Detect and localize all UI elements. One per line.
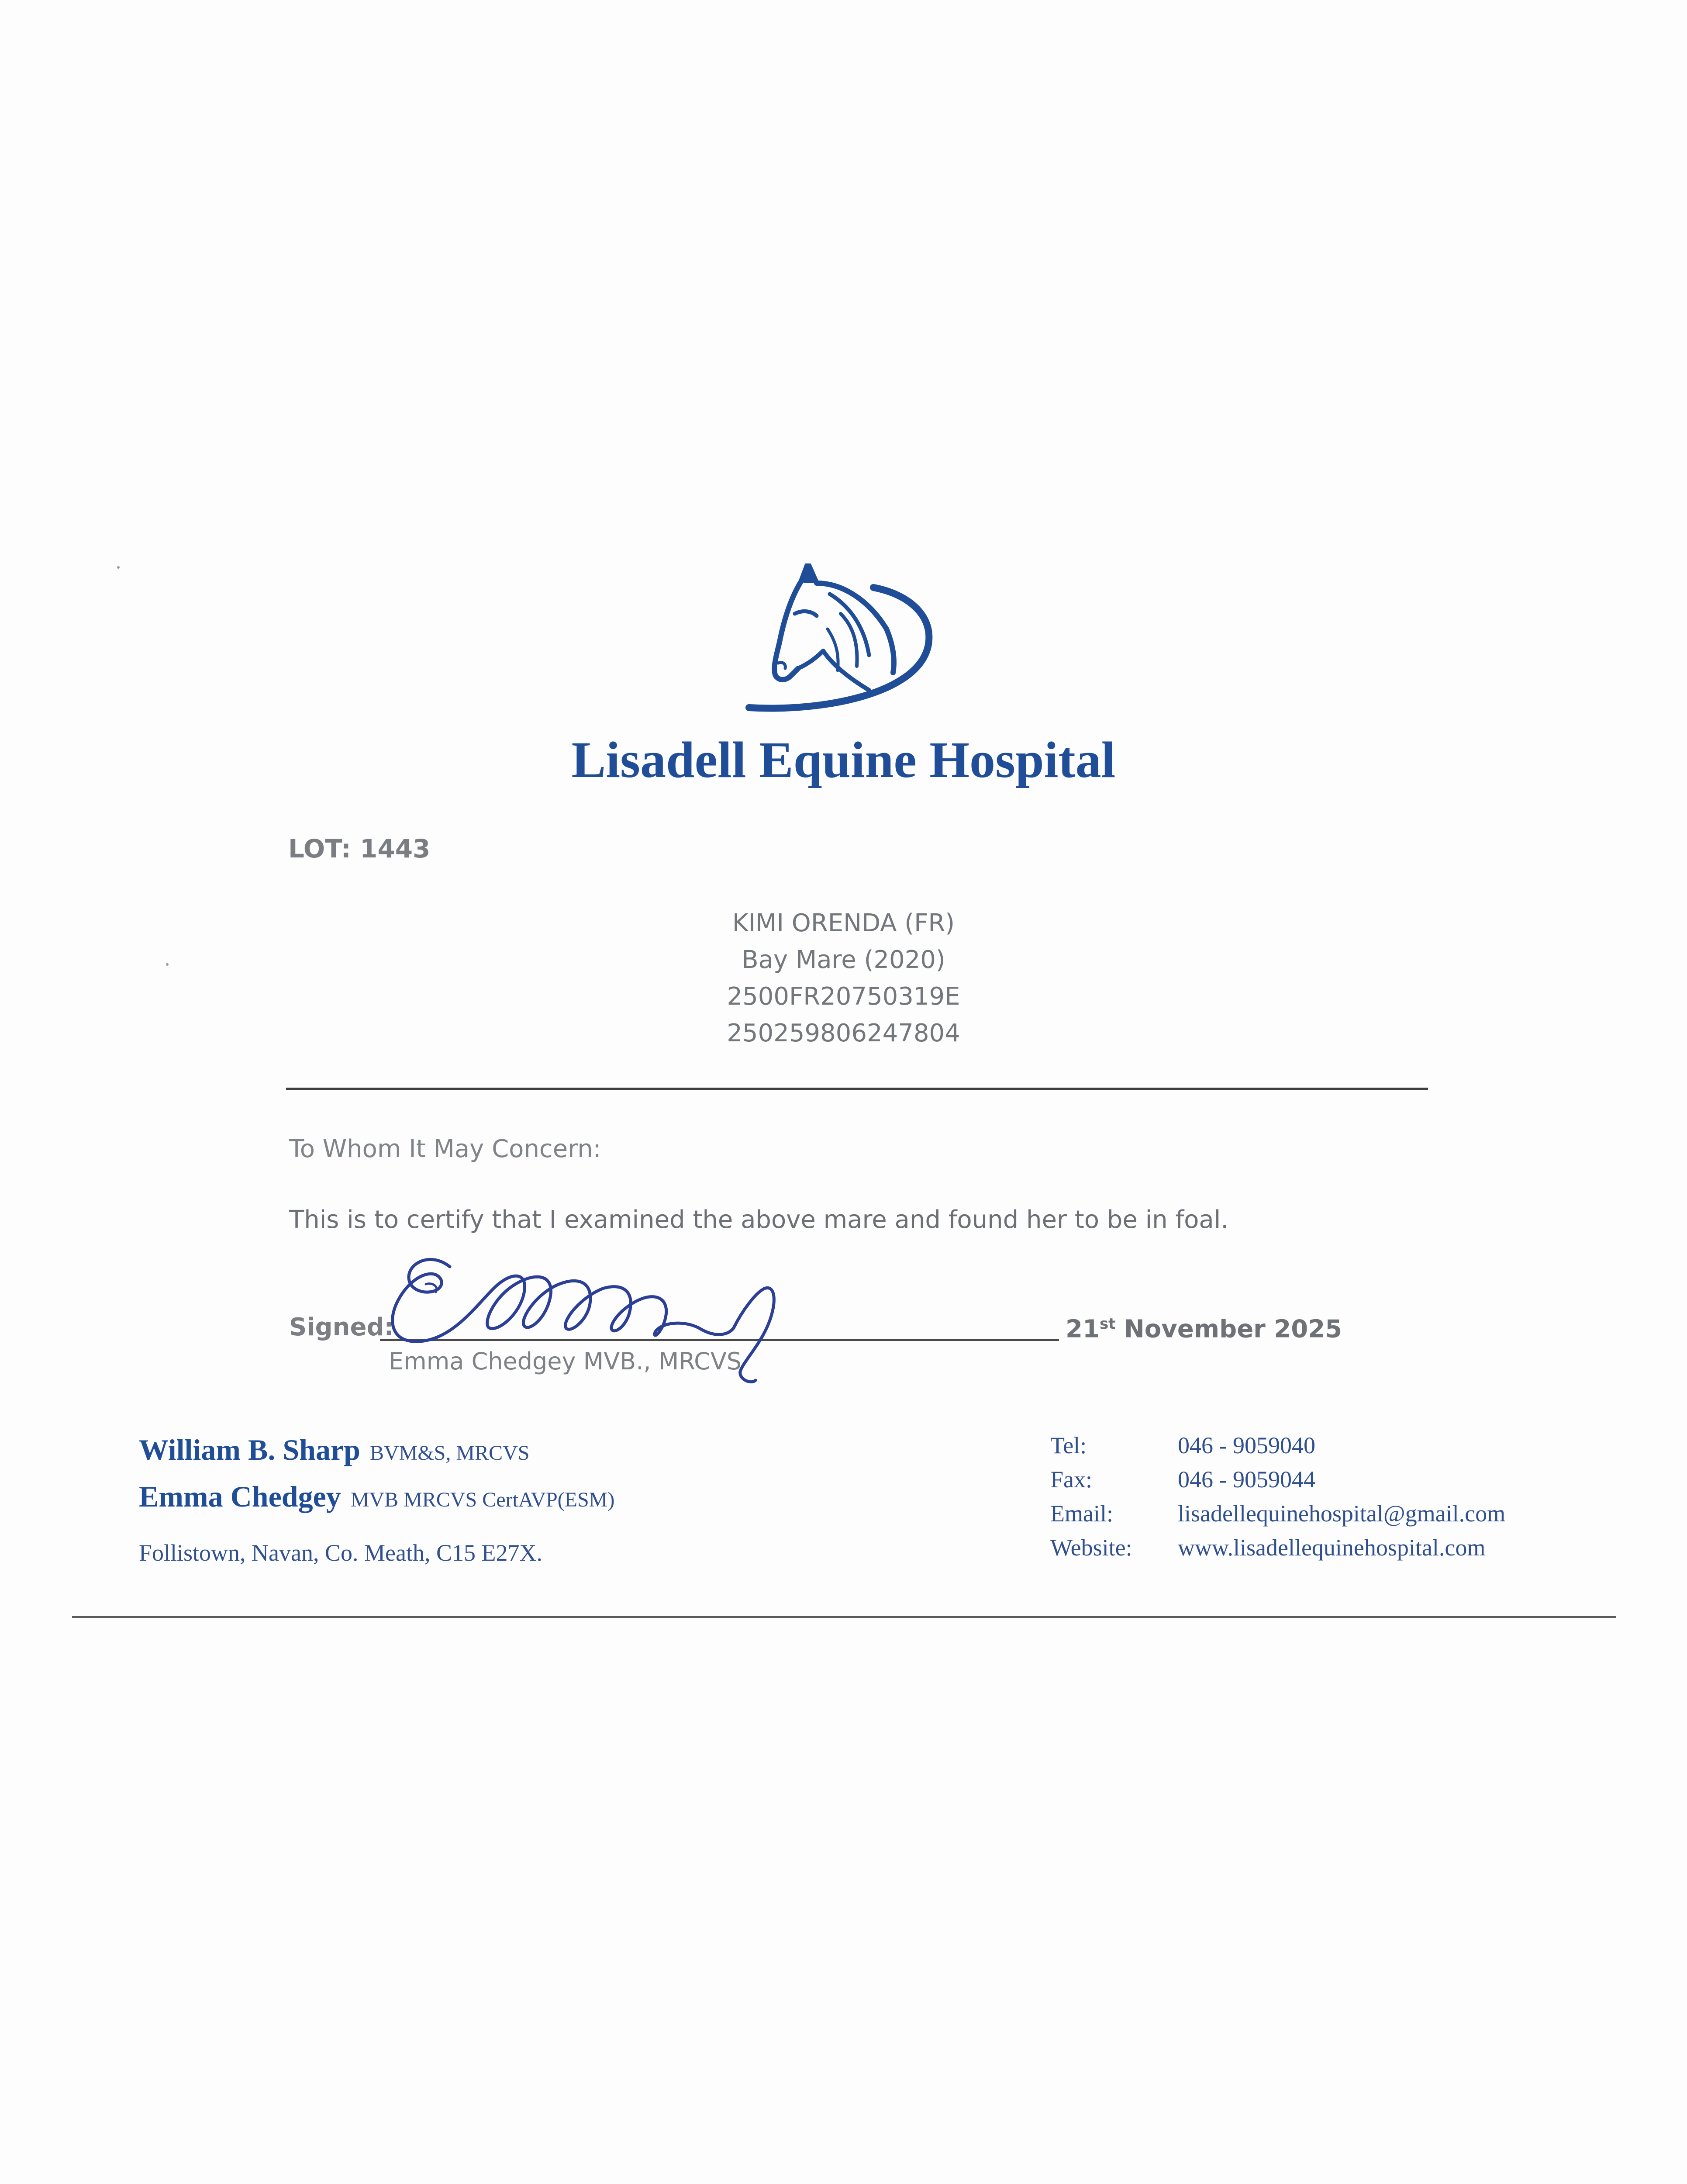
contact-value: lisadellequinehospital@gmail.com [1178, 1500, 1506, 1527]
contact-label: Email: [1050, 1500, 1113, 1527]
contact-value: 046 - 9059040 [1178, 1432, 1315, 1458]
vet-qualifications: MVB MRCVS CertAVP(ESM) [350, 1488, 615, 1511]
passport-number: 2500FR20750319E [727, 982, 960, 1011]
contact-label: Fax: [1050, 1466, 1093, 1493]
signature-date [1066, 1309, 1342, 1345]
date-month-year: November 2025 [1115, 1315, 1342, 1344]
vet-name: William B. Sharp [139, 1433, 360, 1466]
vet-qualifications: BVM&S, MRCVS [369, 1441, 530, 1465]
scan-speck [117, 566, 120, 569]
divider [286, 1088, 1428, 1090]
contact-website [1050, 1531, 1505, 1565]
date-suffix: st [1099, 1315, 1116, 1333]
vet-name: Emma Chedgey [139, 1480, 341, 1513]
horse-details [0, 905, 1687, 1052]
lot-number: LOT: 1443 [288, 834, 431, 864]
handwritten-signature [384, 1241, 856, 1389]
contact-tel [1050, 1428, 1505, 1462]
vet-entry [139, 1431, 614, 1477]
contact-fax [1050, 1462, 1505, 1496]
certification-text: This is to certify that I examined the above mare and found her to be in foal. [289, 1206, 1229, 1234]
horse-name: KIMI ORENDA (FR) [732, 909, 955, 937]
signer-name: Emma Chedgey MVB., MRCVS [389, 1348, 742, 1375]
vet-list [139, 1431, 614, 1524]
hospital-name: Lisadell Equine Hospital [571, 731, 1116, 788]
contact-email [1050, 1496, 1505, 1531]
signed-label: Signed: [289, 1313, 394, 1341]
contact-value: www.lisadellequinehospital.com [1178, 1534, 1486, 1561]
contact-label: Website: [1050, 1534, 1132, 1561]
contact-value: 046 - 9059044 [1178, 1466, 1315, 1493]
contact-details [1050, 1428, 1505, 1565]
hospital-address: Follistown, Navan, Co. Meath, C15 E27X. [139, 1540, 542, 1566]
vet-entry [139, 1477, 614, 1524]
horse-head-icon [742, 563, 952, 721]
scan-speck [166, 963, 169, 966]
date-day: 21 [1066, 1315, 1100, 1344]
footer-divider [72, 1616, 1616, 1618]
contact-label: Tel: [1050, 1432, 1087, 1458]
greeting: To Whom It May Concern: [289, 1135, 601, 1163]
horse-description: Bay Mare (2020) [742, 946, 945, 974]
microchip-number: 250259806247804 [727, 1019, 960, 1047]
